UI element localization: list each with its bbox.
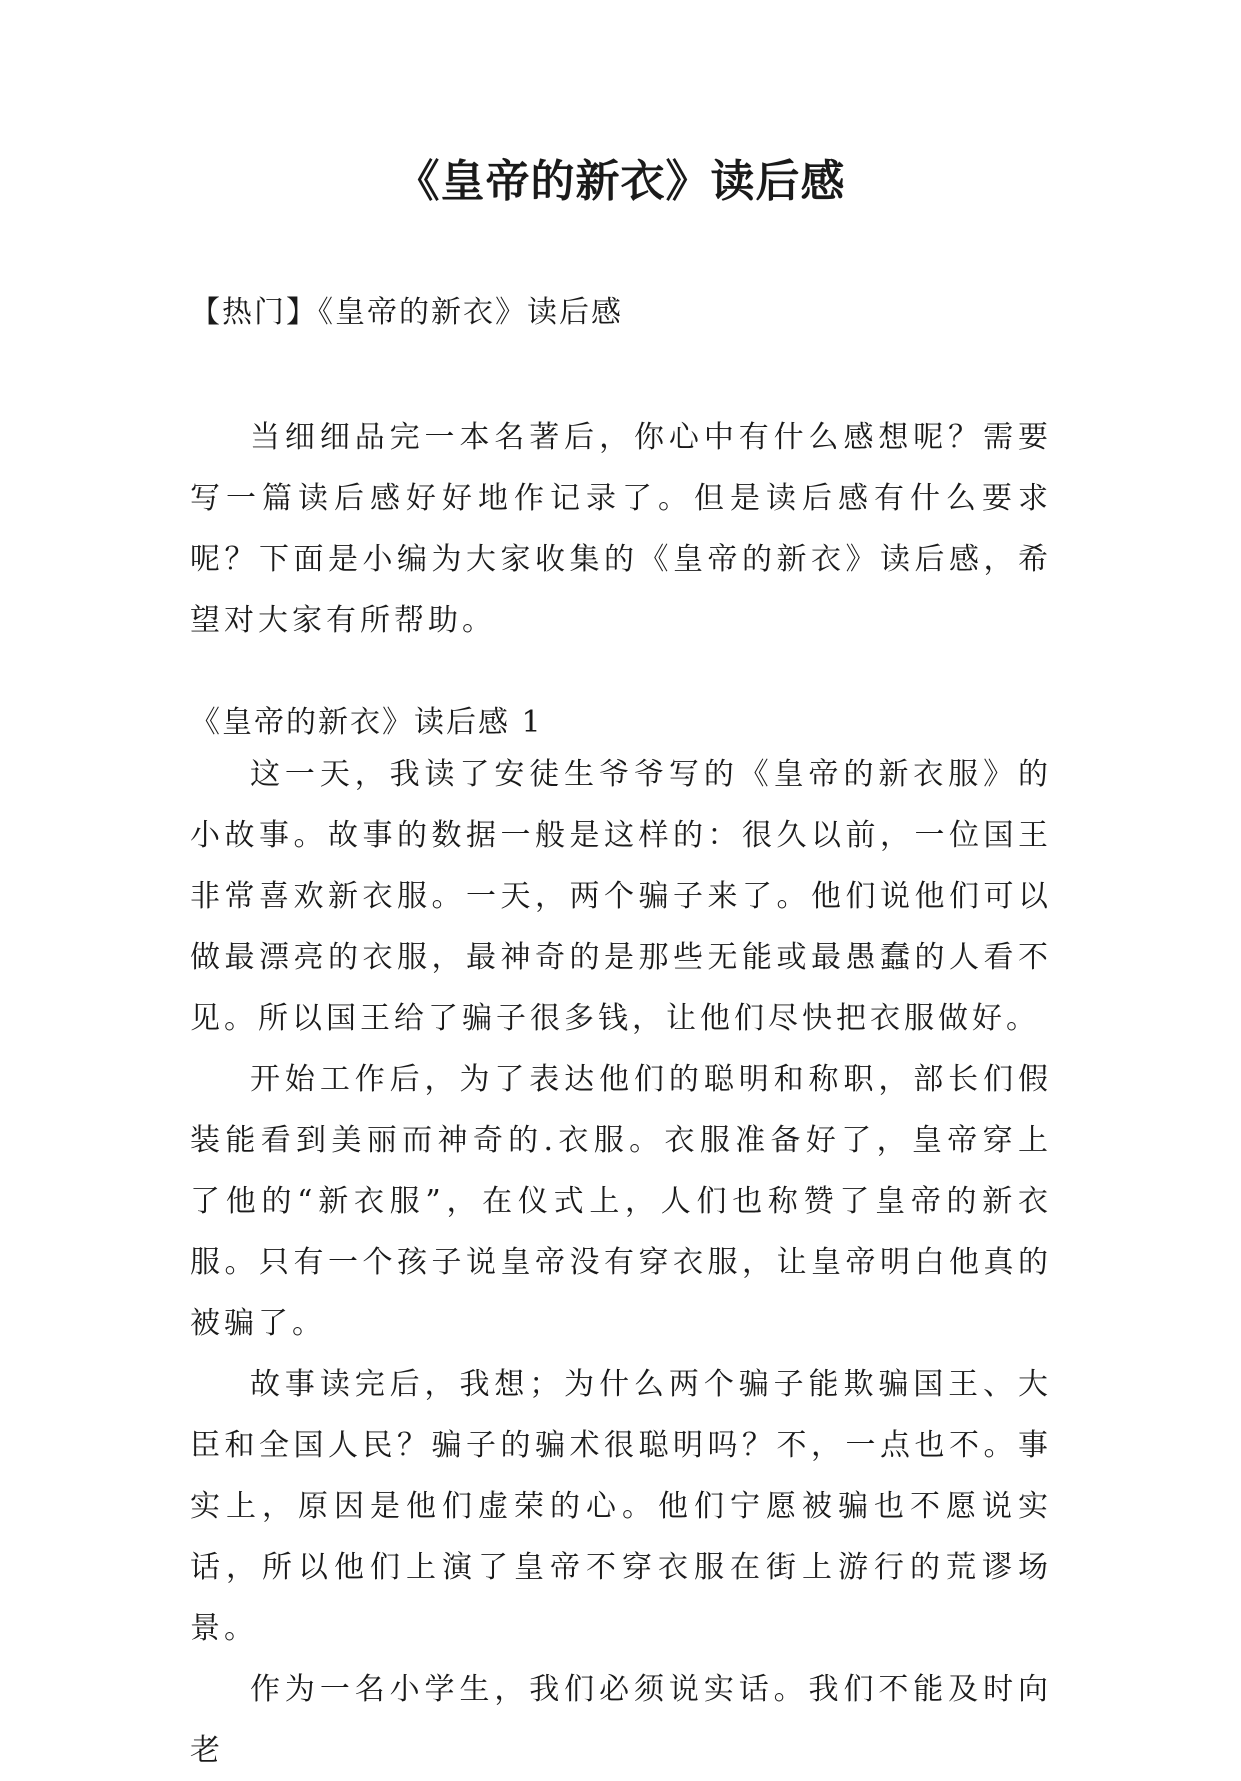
body-paragraph: 故事读完后，我想；为什么两个骗子能欺骗国王、大臣和全国人民？骗子的骗术很聪明吗？不，一点也不。事实上，原因是他们虚荣的心。他们宁愿被骗也不愿说实话，所以他们上演了皇帝不穿衣服在街上游行的荒谬场景。 [190, 1367, 1052, 1646]
essay-body [190, 744, 1052, 1781]
document-subtitle: 【热门】《皇帝的新衣》读后感 [190, 295, 623, 330]
section-heading: 《皇帝的新衣》读后感 1 [190, 705, 543, 740]
document-title: 《皇帝的新衣》读后感 [395, 156, 846, 207]
body-paragraph: 这一天，我读了安徒生爷爷写的《皇帝的新衣服》的小故事。故事的数据一般是这样的：很久以前，一位国王非常喜欢新衣服。一天，两个骗子来了。他们说他们可以做最漂亮的衣服，最神奇的是那些无能或最愚蠢的人看不见。所以国王给了骗子很多钱，让他们尽快把衣服做好。 [190, 757, 1052, 1036]
body-paragraph: 开始工作后，为了表达他们的聪明和称职，部长们假装能看到美丽而神奇的.衣服。衣服准备好了，皇帝穿上了他的“新衣服”，在仪式上，人们也称赞了皇帝的新衣服。只有一个孩子说皇帝没有穿衣服，让皇帝明白他真的被骗了。 [190, 1062, 1052, 1341]
body-paragraph: 作为一名小学生，我们必须说实话。我们不能及时向老 [190, 1672, 1052, 1768]
intro-section [190, 407, 1052, 651]
intro-paragraph: 当细细品完一本名著后，你心中有什么感想呢？需要写一篇读后感好好地作记录了。但是读后感有什么要求呢？下面是小编为大家收集的《皇帝的新衣》读后感，希望对大家有所帮助。 [190, 420, 1052, 638]
